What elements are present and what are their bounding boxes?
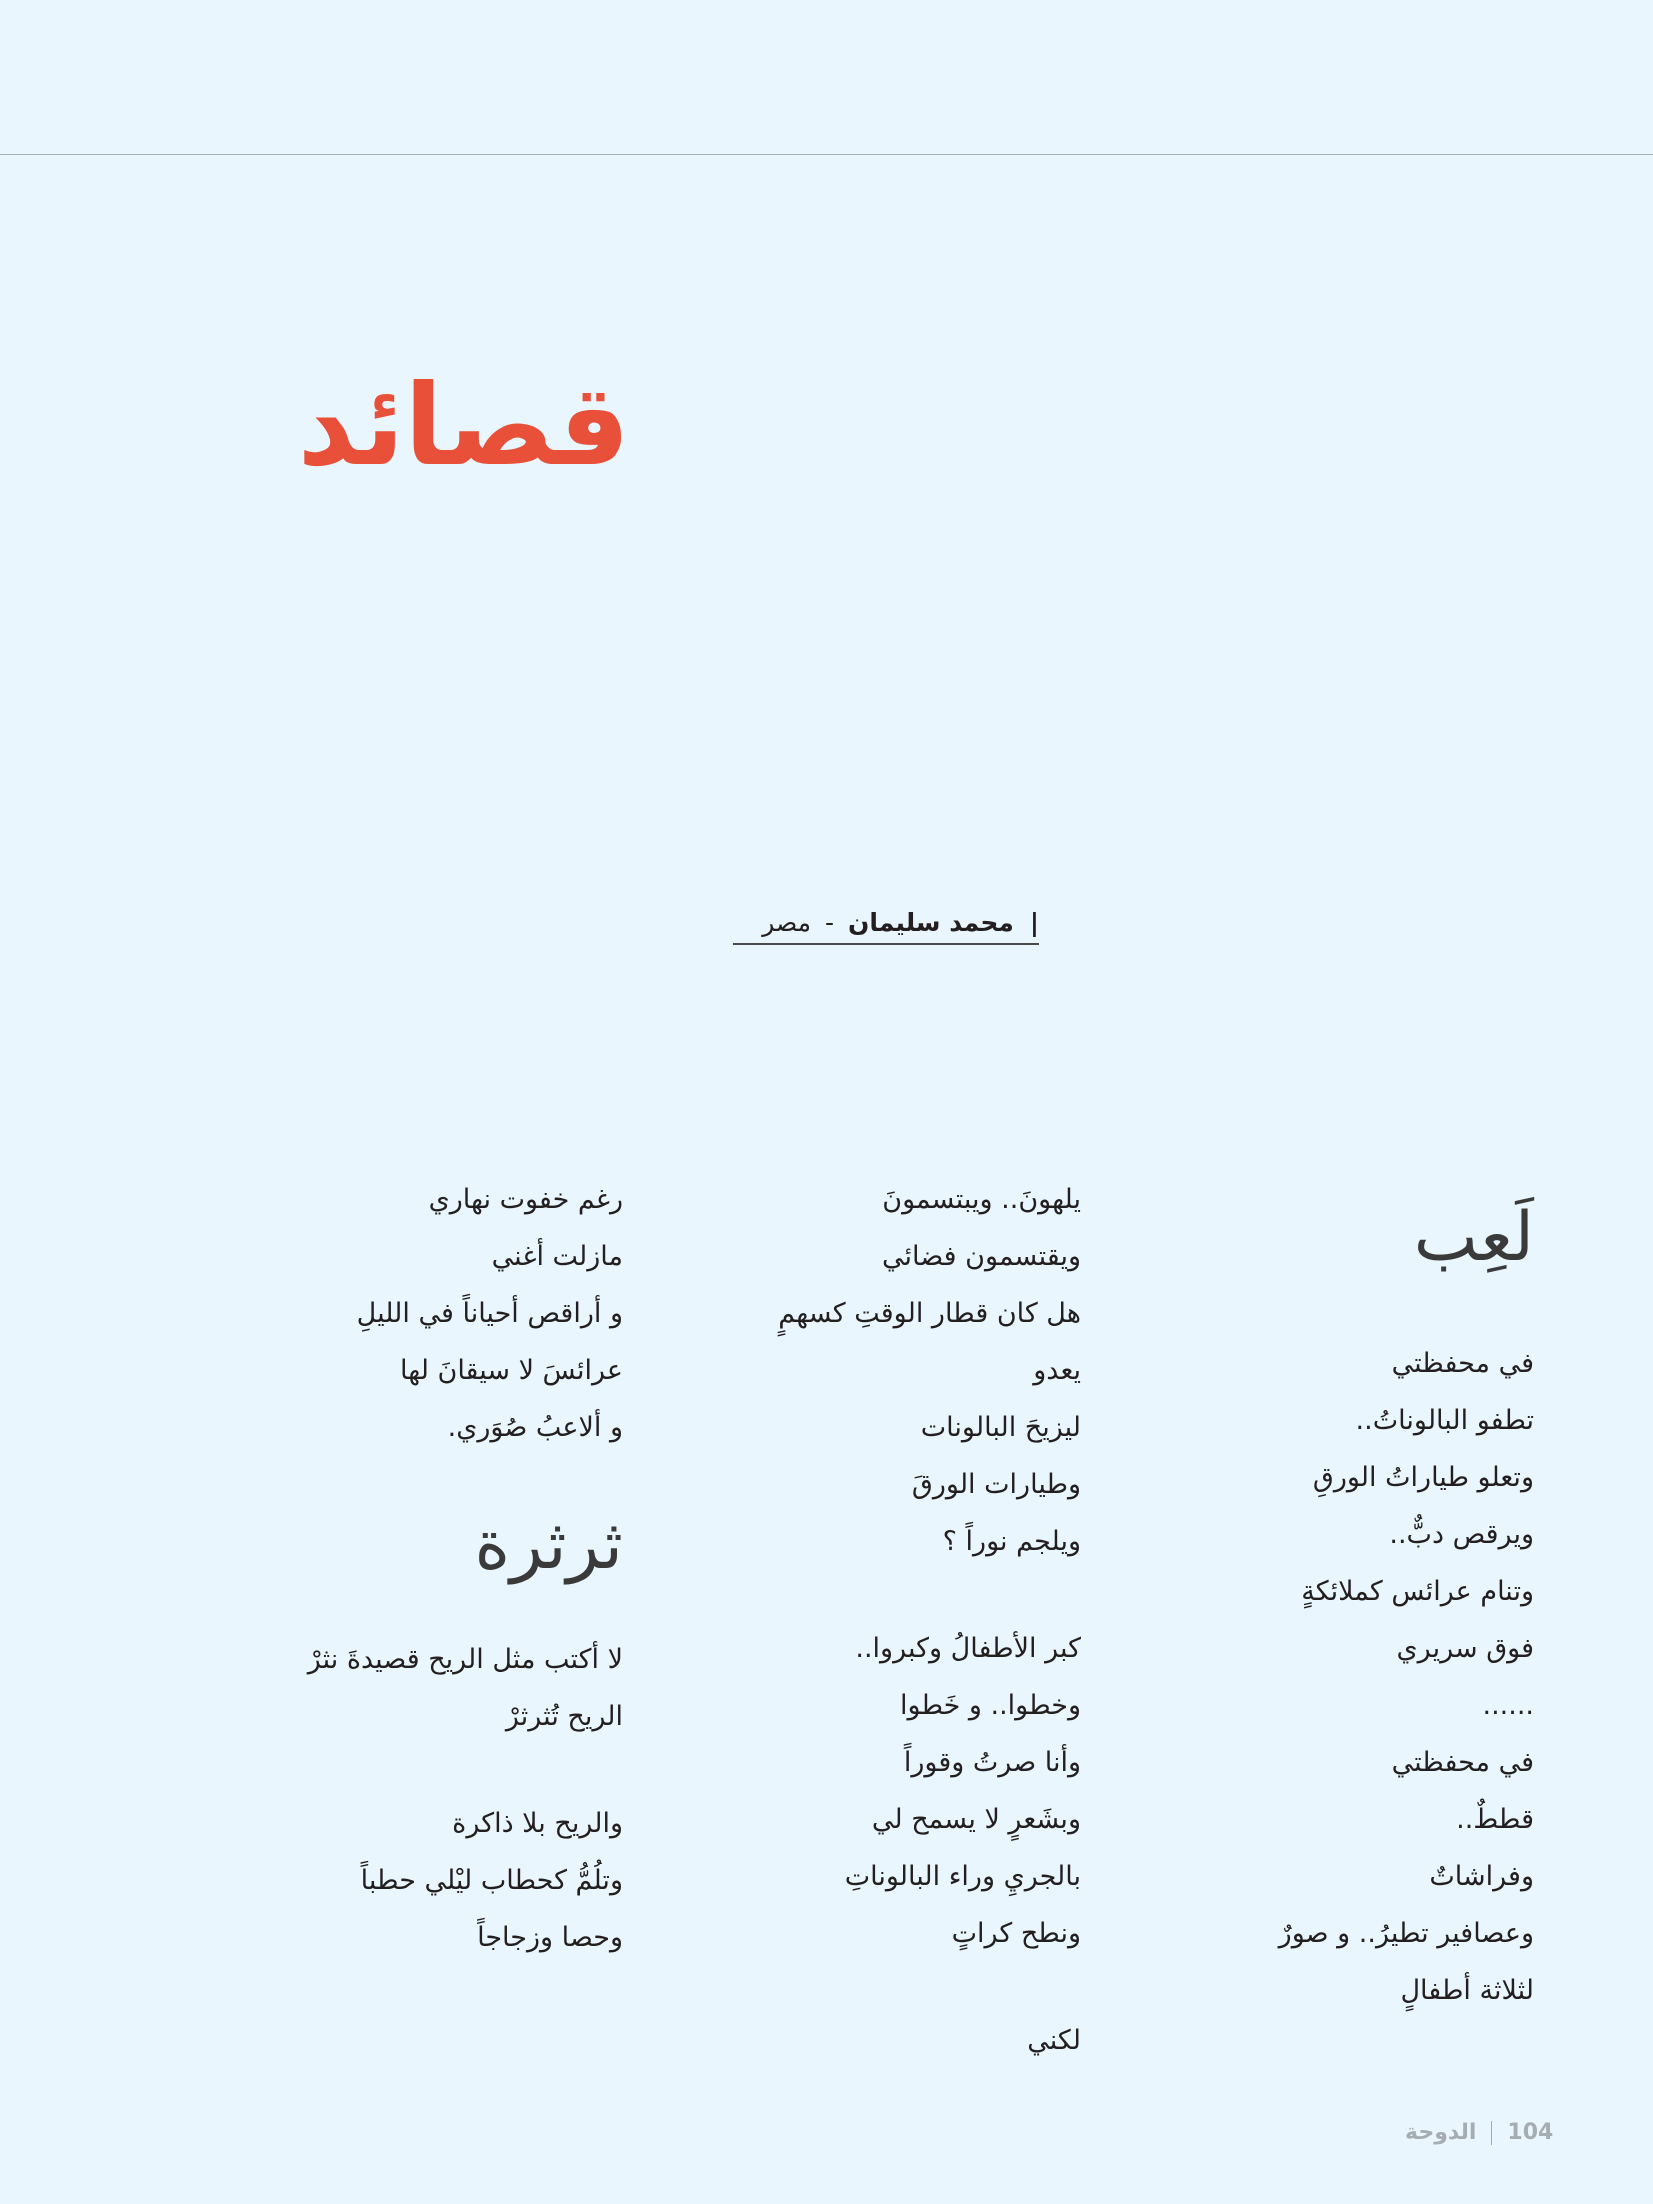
page-number: 104 xyxy=(1507,2120,1554,2145)
poem-line: و أراقص أحياناً في الليلِ xyxy=(356,1298,623,1329)
top-rule xyxy=(0,154,1653,155)
poem-line: ويرقص دبٌّ.. xyxy=(1389,1519,1534,1550)
poem-line: بالجريِ وراء البالوناتِ xyxy=(844,1861,1081,1892)
stanza-gap xyxy=(661,1570,1081,1620)
poem-middle-column xyxy=(661,1171,1081,2069)
poem-title-play: لَعِب xyxy=(1413,1198,1534,1277)
poem-line: عرائسَ لا سيقانَ لها xyxy=(400,1355,623,1386)
poem-line: مازلت أغني xyxy=(491,1241,623,1272)
poem-line: يلهونَ.. ويبتسمونَ xyxy=(882,1184,1081,1215)
page-folio xyxy=(1405,2118,1553,2148)
byline-separator: - xyxy=(825,908,835,937)
byline-author: محمد سليمان xyxy=(848,908,1014,937)
poem-line: وفراشاتٌ xyxy=(1429,1861,1534,1892)
poem-line: في محفظتي xyxy=(1391,1747,1534,1778)
byline-marker: | xyxy=(1029,908,1039,937)
poem-line: الريح تُثرثرْ xyxy=(505,1701,623,1732)
poem-line: لكني xyxy=(1027,2025,1081,2056)
poem-line: ويقتسمون فضائي xyxy=(882,1241,1081,1272)
poem-line: هل كان قطار الوقتِ كسهمٍ xyxy=(778,1298,1081,1329)
stanza-gap xyxy=(193,1745,623,1795)
poem-line: والريح بلا ذاكرة xyxy=(452,1808,623,1839)
poem-line: رغم خفوت نهاري xyxy=(428,1184,623,1215)
poem-line: وخطوا.. و خَطوا xyxy=(900,1690,1081,1721)
poem-line: وتنام عرائس كملائكةٍ xyxy=(1301,1576,1534,1607)
poem-title-chatter: ثرثرة xyxy=(474,1506,623,1585)
poem-line: ليزيحَ البالونات xyxy=(920,1412,1081,1443)
page-title: قصائد xyxy=(297,361,630,491)
poem-left-column xyxy=(193,1171,623,1966)
poem-line: ونطح كراتٍ xyxy=(951,1918,1081,1949)
poem-line: في محفظتي xyxy=(1391,1348,1534,1379)
poem-line: وعصافير تطيرُ.. و صورٌ xyxy=(1278,1918,1534,1949)
byline-country: مصر xyxy=(762,908,812,937)
poem-line: كبر الأطفالُ وكبروا.. xyxy=(855,1633,1081,1664)
magazine-logo: الدوحة xyxy=(1405,2120,1477,2145)
stanza-gap xyxy=(661,1962,1081,2012)
poem-line: وتعلو طياراتُ الورقِ xyxy=(1312,1462,1534,1493)
poem-right-column xyxy=(1154,1180,1534,2019)
poem-line: وأنا صرتُ وقوراً xyxy=(903,1747,1081,1778)
folio-divider xyxy=(1491,2121,1492,2145)
poem-line: قططٌ.. xyxy=(1456,1804,1534,1835)
byline xyxy=(733,903,1039,945)
poem-line: وحصا وزجاجاً xyxy=(477,1922,623,1953)
poem-line: وتلُمُّ كحطاب ليْلي حطباً xyxy=(360,1865,623,1896)
poem-line: وبشَعرٍ لا يسمح لي xyxy=(871,1804,1081,1835)
poem-line: يعدو xyxy=(1033,1355,1081,1386)
poem-line: و ألاعبُ صُوَري. xyxy=(447,1412,623,1443)
poem-line: فوق سريري xyxy=(1396,1633,1534,1664)
poem-line: وطيارات الورقَ xyxy=(911,1469,1081,1500)
poem-line: لا أكتب مثل الريح قصيدةَ نثرْ xyxy=(307,1644,623,1675)
poem-line: ويلجم نوراً ؟ xyxy=(942,1526,1081,1557)
poem-line: لثلاثة أطفالٍ xyxy=(1400,1975,1534,2006)
poem-line: ...... xyxy=(1482,1690,1534,1721)
poem-line: تطفو البالوناتُ.. xyxy=(1355,1405,1534,1436)
